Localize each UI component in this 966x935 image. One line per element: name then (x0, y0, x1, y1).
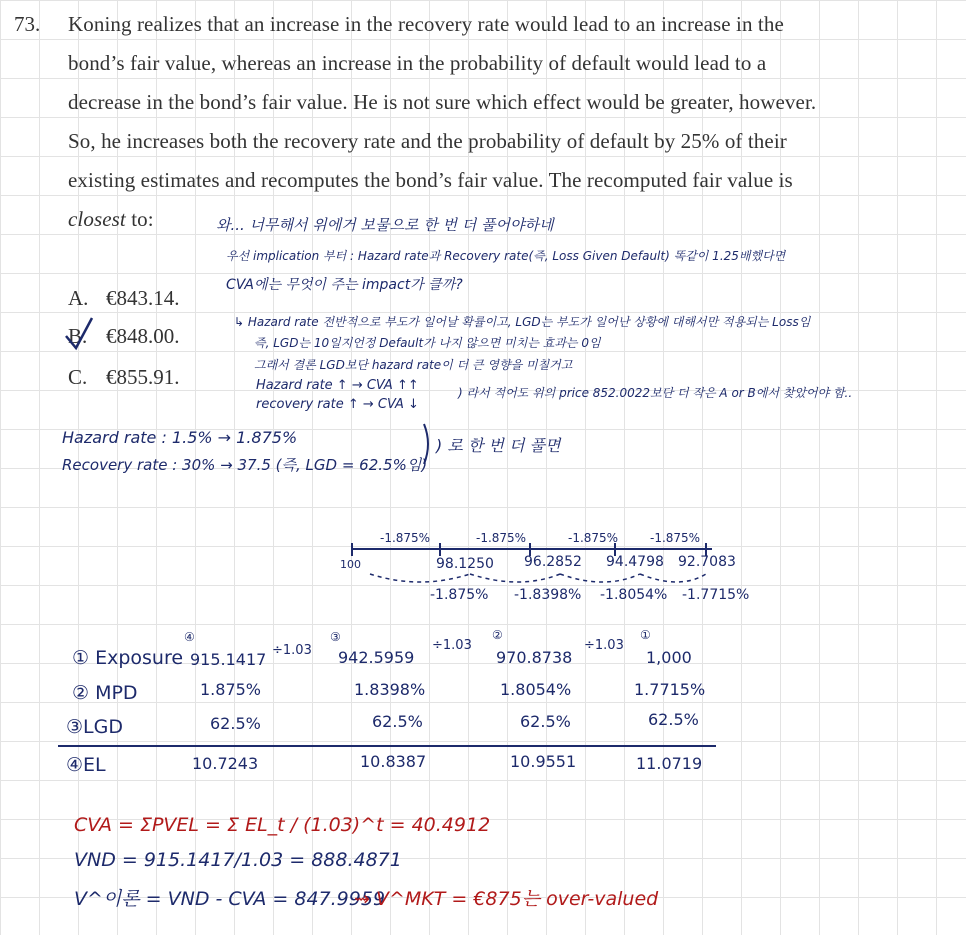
timeline-top-rate-2: -1.875% (476, 531, 527, 545)
col-mark-3: ② (492, 628, 503, 642)
timeline-bottom-rate-2: -1.8398% (514, 587, 582, 603)
mpd-col-2: 1.8398% (354, 680, 426, 699)
option-b-check-icon (66, 318, 92, 348)
calc-v-theory: V^이론 = VND - CVA = 847.9959 (74, 888, 386, 910)
col-mark-1: ④ (184, 630, 195, 644)
exposure-col-3: 970.8738 (496, 648, 573, 667)
note-line-7c: ) 라서 적어도 위의 price 852.0022보단 더 작은 A or B에서 찾았어야 함.. (458, 386, 853, 400)
lgd-col-1: 62.5% (210, 714, 261, 733)
option-b-letter: B. (68, 324, 88, 348)
divisor-3: ÷1.03 (584, 638, 624, 653)
timeline-dash-4 (640, 574, 706, 582)
mpd-col-3: 1.8054% (500, 680, 572, 699)
el-col-4: 11.0719 (636, 754, 703, 773)
question-number: 73. (14, 12, 41, 36)
el-col-3: 10.9551 (510, 752, 577, 771)
calc-cva: CVA = ΣPVEL = Σ EL_t / (1.03)^t = 40.4912 (74, 814, 491, 836)
option-c-value: €855.91. (106, 365, 180, 389)
timeline-node-1: 98.1250 (436, 556, 494, 572)
brace-icon (424, 424, 428, 464)
row-label-lgd: ③LGD (66, 716, 123, 738)
question-line-1: Koning realizes that an increase in the recovery rate would lead to an increase in the (68, 12, 784, 36)
divisor-2: ÷1.03 (432, 638, 472, 653)
lgd-col-3: 62.5% (520, 712, 571, 731)
timeline-bottom-rate-3: -1.8054% (600, 587, 668, 603)
option-c-letter: C. (68, 365, 88, 389)
col-mark-4: ① (640, 628, 651, 642)
mpd-col-1: 1.875% (200, 680, 262, 699)
exposure-col-4: 1,000 (646, 648, 692, 667)
note-line-1: 와... 너무해서 위에거 보물으로 한 번 더 풀어야하네 (216, 216, 554, 234)
row-label-exposure: ① Exposure (72, 647, 184, 669)
question-line-5: existing estimates and recomputes the bond’s fair value. The recomputed fair value is (68, 168, 793, 192)
question-line-6-rest: to: (125, 207, 154, 231)
timeline-node-3: 94.4798 (606, 554, 664, 570)
lgd-col-4: 62.5% (648, 710, 699, 729)
question-line-2: bond’s fair value, whereas an increase in the probability of default would lead to a (68, 51, 767, 75)
divisor-1: ÷1.03 (272, 643, 312, 658)
timeline-bottom-rate-1: -1.875% (430, 587, 489, 603)
timeline-top-rate-3: -1.875% (568, 531, 619, 545)
note-line-3: CVA에는 무엇이 주는 impact가 클까? (226, 277, 463, 293)
note-line-6: 그래서 결론 LGD보단 hazard rate이 더 큰 영향을 미칠거고 (254, 358, 573, 372)
el-col-1: 10.7243 (192, 754, 259, 773)
lgd-col-2: 62.5% (372, 712, 423, 731)
timeline-dash-1 (370, 574, 470, 582)
question-line-4: So, he increases both the recovery rate and the probability of default by 25% of their (68, 129, 787, 153)
row-label-el: ④EL (66, 754, 106, 776)
question-line-3: decrease in the bond’s fair value. He is not sure which effect would be greater, however. (68, 90, 817, 114)
option-a-value: €843.14. (106, 286, 180, 310)
timeline-node-2: 96.2852 (524, 554, 582, 570)
el-col-2: 10.8387 (360, 752, 427, 771)
timeline-dash-3 (560, 574, 640, 582)
timeline-dash-2 (470, 574, 560, 582)
note-line-7a: Hazard rate ↑ → CVA ↑↑ (256, 378, 419, 393)
note-recovery-rate: Recovery rate : 30% → 37.5 (즉, LGD = 62.5%임) (62, 456, 428, 474)
note-hazard-rate: Hazard rate : 1.5% → 1.875% (62, 428, 298, 447)
row-label-mpd: ② MPD (72, 682, 138, 704)
col-mark-2: ③ (330, 630, 341, 644)
note-recompute: ) 로 한 번 더 풀면 (436, 436, 561, 455)
exposure-col-2: 942.5959 (338, 648, 415, 667)
timeline-top-rate-1: -1.875% (380, 531, 431, 545)
note-line-7b: recovery rate ↑ → CVA ↓ (256, 397, 419, 412)
option-a-letter: A. (68, 286, 89, 310)
calc-market-value: ⇝ V^MKT = €875는 over-valued (354, 888, 659, 910)
calc-vnd: VND = 915.1417/1.03 = 888.4871 (74, 849, 402, 871)
note-line-5: 즉, LGD는 10일지언정 Default가 나지 않으면 미치는 효과는 0임 (254, 336, 601, 350)
exposure-col-1: 915.1417 (190, 650, 267, 669)
timeline-start: 100 (340, 558, 361, 571)
note-line-4: ↳ Hazard rate 전반적으로 부도가 일어날 확률이고, LGD는 부도가 일어난 상황에 대해서만 적용되는 Loss임 (234, 315, 811, 329)
closest-emphasis: closest (68, 207, 126, 231)
timeline-node-4: 92.7083 (678, 554, 736, 570)
option-b-value: €848.00. (106, 324, 180, 348)
timeline-bottom-rate-4: -1.7715% (682, 587, 750, 603)
note-line-2: 우선 implication 부터 : Hazard rate과 Recovery rate(즉, Loss Given Default) 똑같이 1.25배했다면 (226, 249, 786, 263)
mpd-col-4: 1.7715% (634, 680, 706, 699)
timeline-top-rate-4: -1.875% (650, 531, 701, 545)
